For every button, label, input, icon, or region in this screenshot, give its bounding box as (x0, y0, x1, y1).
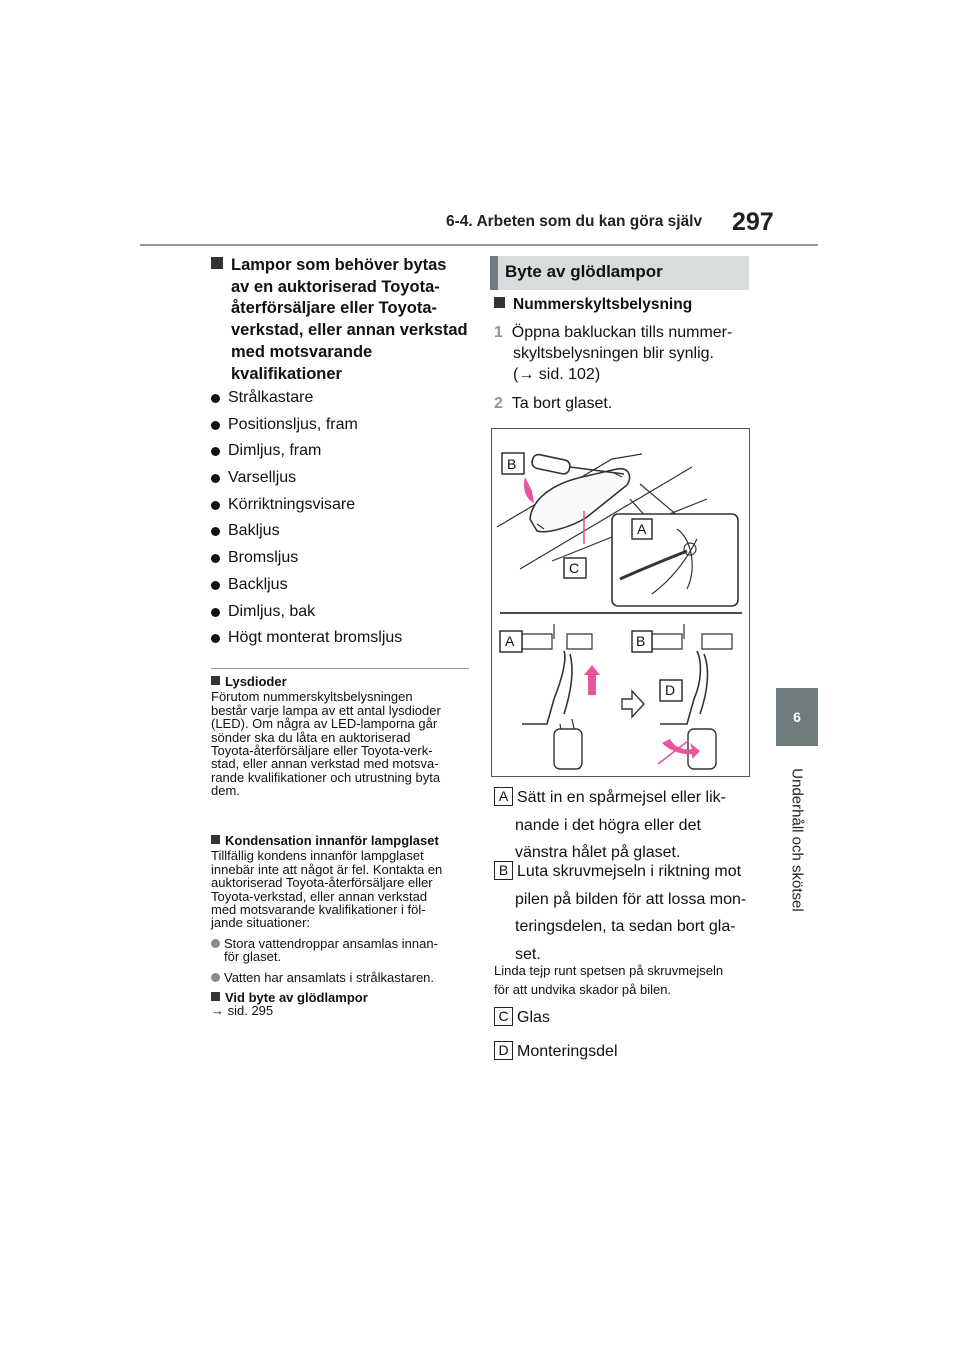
square-bullet-icon (211, 992, 220, 1001)
list-item: Bakljus (211, 522, 402, 549)
lamp-list (211, 389, 402, 656)
section-bar (490, 256, 749, 290)
figure-label-a: A (637, 521, 647, 537)
section-title: 6-4. Arbeten som du kan göra själv (446, 213, 703, 230)
section-heading: Byte av glödlampor (505, 262, 663, 281)
glass-removal-illustration (491, 428, 750, 777)
up-arrow-icon (584, 665, 600, 695)
label-box-b: B (494, 861, 513, 880)
legend-c: C Glas (494, 1007, 754, 1030)
figure-label-c: C (569, 560, 580, 576)
list-item: Vatten har ansamlats i strålkastaren. (211, 971, 471, 984)
tape-note: Linda tejp runt spetsen på skruvmejseln för att undvika skador på bilen. (494, 963, 724, 997)
list-item: Högt monterat bromsljus (211, 629, 402, 656)
chapter-tab (776, 688, 818, 746)
note-title: Kondensation innanför lampglaset (225, 833, 439, 848)
label-box-c: C (494, 1007, 513, 1026)
heading-line: verkstad, eller annan verkstad (231, 321, 468, 340)
heading-line: återförsäljare eller Toyota- (231, 299, 438, 318)
bullet-dot-icon (211, 973, 220, 982)
square-bullet-icon (211, 257, 223, 269)
bullet-dot-icon (211, 634, 220, 643)
legend-d: D Monteringsdel (494, 1041, 754, 1064)
bullet-dot-icon (211, 421, 220, 430)
step-2: 2 Ta bort glaset. (494, 395, 613, 412)
step-number: 2 (494, 395, 503, 412)
square-bullet-icon (211, 676, 220, 685)
step-1: 1 Öppna bakluckan tills nummer- skyltsbelysningen blir synlig. (→ sid. 102) (494, 324, 733, 383)
legend-a: A Sätt in en spårmejsel eller lik- nande i det högra eller det vänstra hålet på glaset. (494, 787, 754, 865)
heading-line: av en auktoriserad Toyota- (231, 277, 440, 296)
list-item: Backljus (211, 576, 402, 603)
bullet-dot-icon (211, 394, 220, 403)
figure-label-d: D (665, 682, 676, 698)
led-note: Lysdioder Förutom nummerskyltsbelysningen består varje lampa av ett antal lysdioder (LED). Om några av LED-lamporna går sönder ska du låta en auktoriserad Toyota-återförsäljare eller Toyota-verk- stad, eller annan verkstad med motsva- rande kvalifikationer och utrustning byta dem. (211, 674, 441, 799)
chapter-label-vertical (786, 760, 808, 920)
label-box-a: A (494, 787, 513, 806)
note-title: Vid byte av glödlampor (225, 990, 368, 1006)
lamps-heading (211, 255, 471, 385)
bullet-dot-icon (211, 608, 220, 617)
curved-arrow-icon (524, 477, 534, 503)
list-item: Strålkastare (211, 389, 402, 416)
illustration-svg (492, 429, 749, 776)
list-item: Positionsljus, fram (211, 416, 402, 443)
bullet-dot-icon (211, 527, 220, 536)
list-item: Dimljus, bak (211, 603, 402, 630)
square-bullet-icon (494, 297, 505, 308)
heading-line: med motsvarande (231, 342, 373, 361)
bullet-dot-icon (211, 939, 220, 948)
bullet-dot-icon (211, 501, 220, 510)
bullet-dot-icon (211, 581, 220, 590)
note-title: Lysdioder (225, 674, 287, 689)
chapter-number: 6 (793, 709, 801, 725)
label-box-d: D (494, 1041, 513, 1060)
divider (211, 668, 469, 669)
page-number: 297 (732, 208, 774, 236)
bullet-dot-icon (211, 554, 220, 563)
figure-label-b: B (636, 633, 646, 649)
bullet-dot-icon (211, 447, 220, 456)
header-rule (140, 244, 818, 246)
legend-b: B Luta skruvmejseln i riktning mot pilen på bilden för att lossa mon- teringsdelen, ta sedan bort gla- set. (494, 861, 754, 966)
page-reference: → sid. 295 (211, 1003, 274, 1019)
square-bullet-icon (211, 835, 220, 844)
condensation-note: Kondensation innanför lampglaset Tillfällig kondens innanför lampglaset innebär inte att något är fel. Kontakta en auktoriserad Toyota-återförsäljare eller Toyota-verkstad, eller annan verkstad med motsvarande kvalifikationer i föl- jande situationer: Stora vattendroppar ansamlas innan- för glaset. Vatten har ansamlats i strålkastaren. Vid byte av glödlampor → sid. 295 (211, 834, 471, 1018)
sub-heading: Nummerskyltsbelysning (494, 296, 692, 314)
list-item: Dimljus, fram (211, 442, 402, 469)
list-item: Varselljus (211, 469, 402, 496)
chapter-label: Underhåll och skötsel (788, 768, 806, 912)
heading-line: kvalifikationer (231, 364, 342, 383)
figure-label-b: B (507, 456, 517, 472)
bullet-dot-icon (211, 474, 220, 483)
step-number: 1 (494, 324, 503, 341)
list-item: Körriktningsvisare (211, 496, 402, 523)
list-item: Bromsljus (211, 549, 402, 576)
heading-line: Lampor som behöver bytas (231, 256, 447, 274)
figure-label-a: A (505, 633, 515, 649)
list-item: Stora vattendroppar ansamlas innan- (211, 937, 471, 950)
